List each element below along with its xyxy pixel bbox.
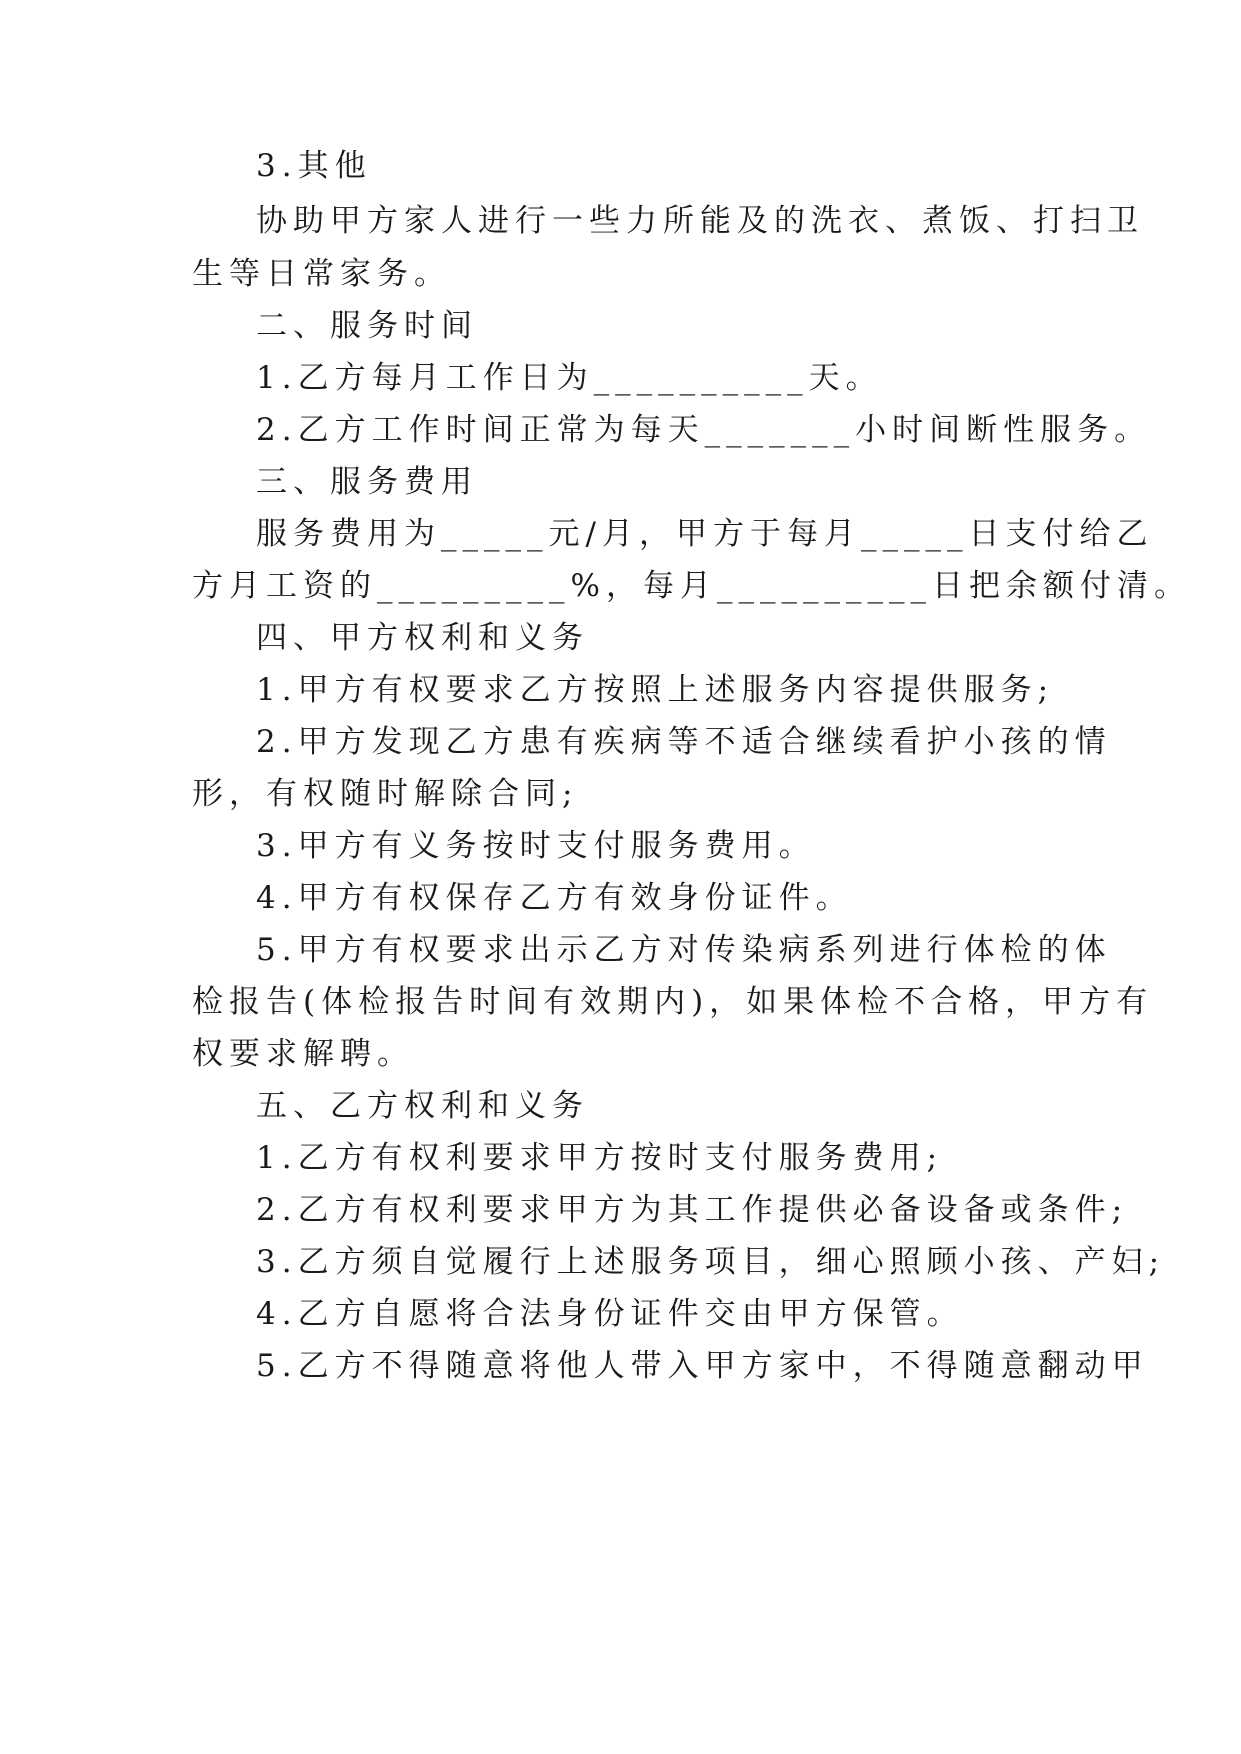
section-heading-service-fee: 三、服务费用: [256, 464, 478, 500]
clause-line: 5.甲方有权要求出示乙方对传染病系列进行体检的体: [256, 932, 1112, 968]
clause-line: 3.甲方有义务按时支付服务费用。: [256, 828, 816, 864]
paragraph-line: 方月工资的_________%，每月__________日把余额付清。: [192, 568, 1191, 604]
clause-line: 1.乙方每月工作日为__________天。: [256, 360, 883, 396]
paragraph-line: 服务费用为_____元/月，甲方于每月_____日支付给乙: [256, 516, 1154, 552]
paragraph-line: 生等日常家务。: [192, 256, 451, 292]
section-heading-party-b: 五、乙方权利和义务: [256, 1088, 589, 1124]
clause-line: 3.乙方须自觉履行上述服务项目，细心照顾小孩、产妇;: [256, 1244, 1166, 1280]
section-heading-service-time: 二、服务时间: [256, 308, 478, 344]
clause-line: 2.乙方有权利要求甲方为其工作提供必备设备或条件;: [256, 1192, 1129, 1228]
section-item-other: 3.其他: [256, 148, 372, 184]
clause-line: 2.甲方发现乙方患有疾病等不适合继续看护小孩的情: [256, 724, 1112, 760]
clause-line: 4.乙方自愿将合法身份证件交由甲方保管。: [256, 1296, 964, 1332]
paragraph-line: 协助甲方家人进行一些力所能及的洗衣、煮饭、打扫卫: [256, 203, 1144, 239]
section-heading-party-a: 四、甲方权利和义务: [256, 620, 589, 656]
clause-line: 检报告(体检报告时间有效期内)，如果体检不合格，甲方有: [192, 984, 1154, 1020]
clause-line: 5.乙方不得随意将他人带入甲方家中，不得随意翻动甲: [256, 1348, 1149, 1384]
clause-line: 4.甲方有权保存乙方有效身份证件。: [256, 880, 853, 916]
clause-line: 权要求解聘。: [192, 1036, 414, 1072]
clause-line: 2.乙方工作时间正常为每天_______小时间断性服务。: [256, 412, 1152, 448]
clause-line: 1.乙方有权利要求甲方按时支付服务费用;: [256, 1140, 944, 1176]
clause-line: 1.甲方有权要求乙方按照上述服务内容提供服务;: [256, 672, 1055, 708]
clause-line: 形，有权随时解除合同;: [192, 776, 579, 812]
